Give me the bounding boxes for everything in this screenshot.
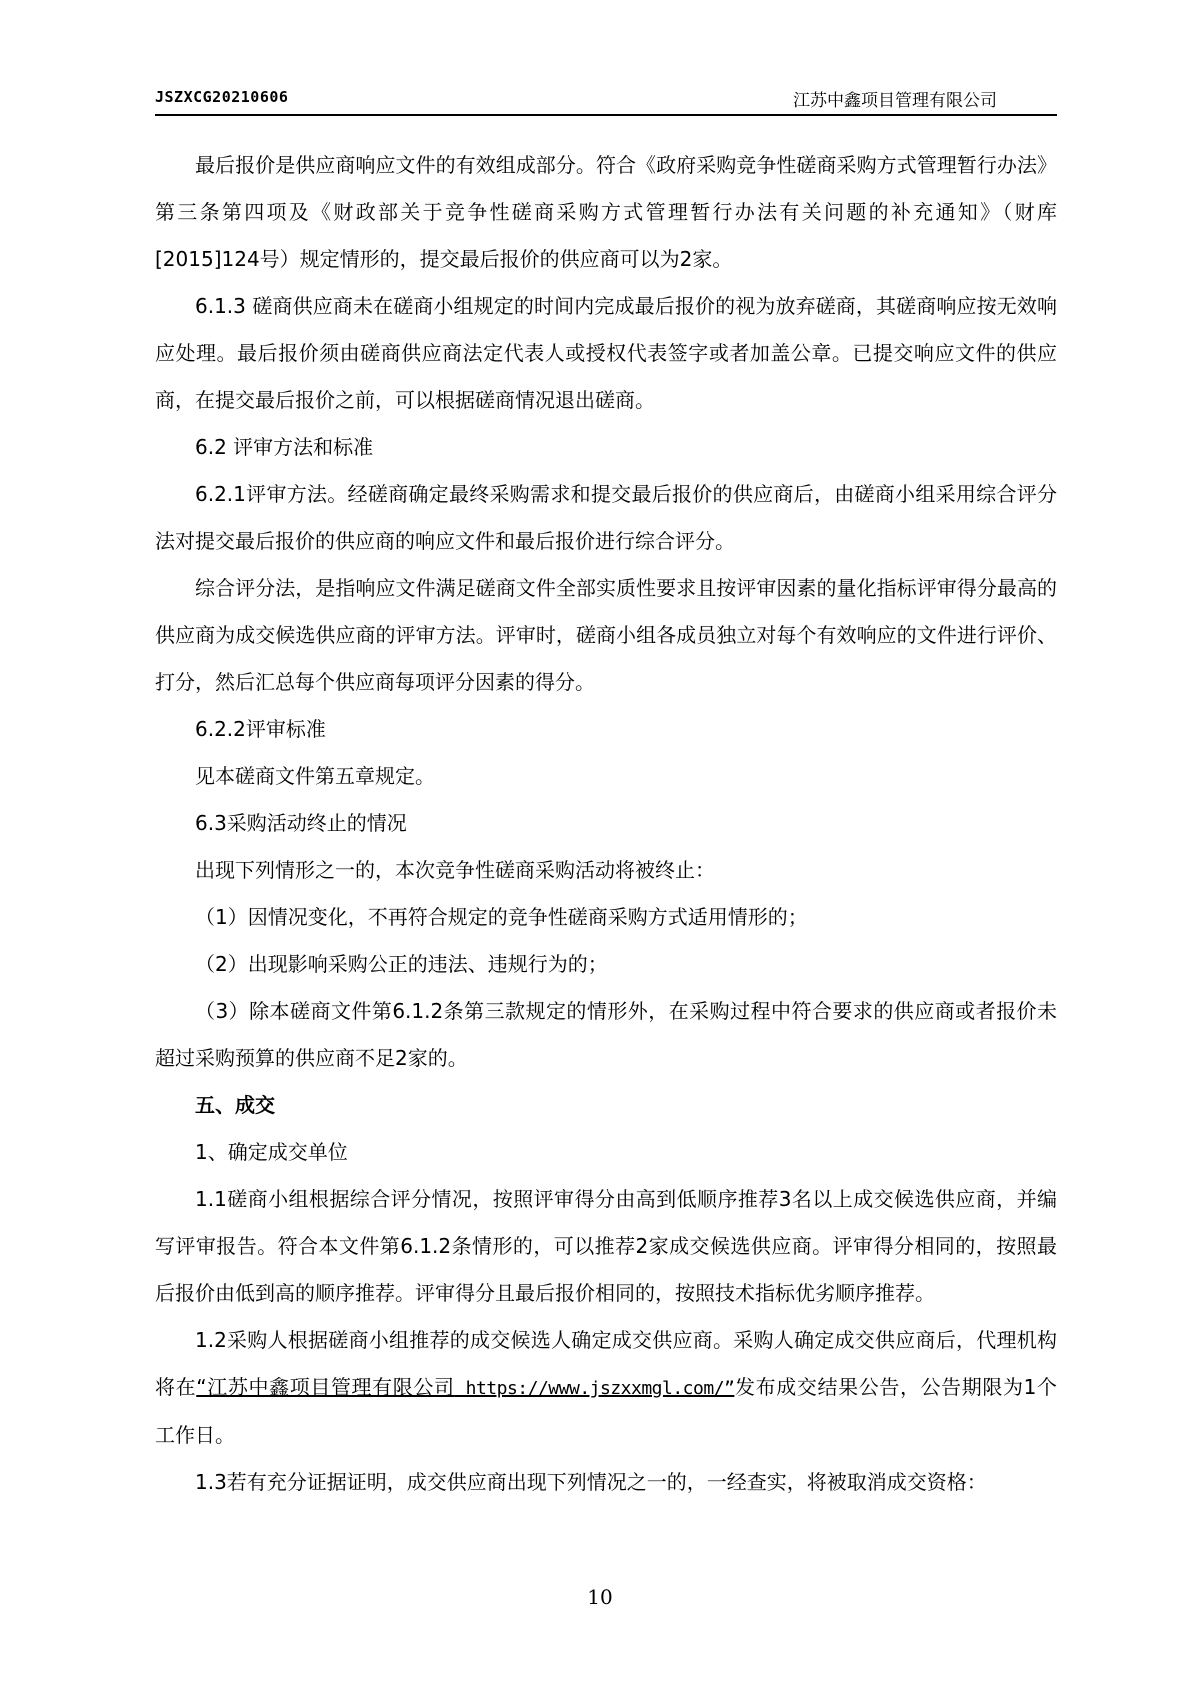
paragraph: 6.2.1评审方法。经磋商确定最终采购需求和提交最后报价的供应商后，由磋商小组采用综合评分法对提交最后报价的供应商的响应文件和最后报价进行综合评分。 (155, 482, 1057, 553)
section-heading: 6.2.2评审标准 (195, 717, 326, 741)
paragraph-text: 发布成交结果公告，公告期限为1个工作日。 (155, 1375, 1057, 1447)
website-link[interactable] (196, 1375, 734, 1399)
paragraph: 6.1.3 磋商供应商未在磋商小组规定的时间内完成最后报价的视为放弃磋商，其磋商响应按无效响应处理。最后报价须由磋商供应商法定代表人或授权代表签字或者加盖公章。已提交响应文件的供应商，在提交最后报价之前，可以根据磋商情况退出磋商。 (155, 294, 1057, 412)
list-item: （2）出现影响采购公正的违法、违规行为的； (195, 952, 608, 976)
section-heading: 6.3采购活动终止的情况 (195, 811, 407, 835)
list-item: （3）除本磋商文件第6.1.2条第三款规定的情形外，在采购过程中符合要求的供应商或者报价未超过采购预算的供应商不足2家的。 (155, 999, 1057, 1070)
document-body (155, 142, 1057, 1506)
paragraph: 最后报价是供应商响应文件的有效组成部分。符合《政府采购竞争性磋商采购方式管理暂行办法》第三条第四项及《财政部关于竞争性磋商采购方式管理暂行办法有关问题的补充通知》（财库[2015]124号）规定情形的，提交最后报价的供应商可以为2家。 (155, 153, 1057, 271)
paragraph (155, 1317, 1057, 1459)
paragraph-text: 1.2采购人根据磋商小组推荐的成交候选人确定成交供应商。采购人确定成交供应商后，代理机构将在 (155, 1328, 1057, 1399)
website-name: “江苏中鑫项目管理有限公司 (196, 1375, 455, 1399)
page-header (155, 86, 1057, 116)
paragraph: 见本磋商文件第五章规定。 (195, 764, 435, 788)
company-name: 江苏中鑫项目管理有限公司 (793, 91, 997, 111)
chapter-heading: 五、成交 (195, 1093, 275, 1117)
document-code: JSZXCG20210606 (155, 88, 289, 106)
paragraph: 1.3若有充分证据证明，成交供应商出现下列情况之一的，一经查实，将被取消成交资格： (195, 1470, 987, 1494)
website-url: https://www.jszxxmgl.com/” (454, 1378, 735, 1399)
section-heading: 6.2 评审方法和标准 (195, 435, 374, 459)
paragraph: 出现下列情形之一的，本次竞争性磋商采购活动将被终止： (195, 858, 715, 882)
paragraph: 1.1磋商小组根据综合评分情况，按照评审得分由高到低顺序推荐3名以上成交候选供应商，并编写评审报告。符合本文件第6.1.2条情形的，可以推荐2家成交候选供应商。评审得分相同的，按照最后报价由低到高的顺序推荐。评审得分且最后报价相同的，按照技术指标优劣顺序推荐。 (155, 1187, 1057, 1305)
list-item: （1）因情况变化，不再符合规定的竞争性磋商采购方式适用情形的； (195, 905, 808, 929)
page-number: 10 (587, 1585, 613, 1609)
section-heading: 1、确定成交单位 (195, 1140, 348, 1164)
paragraph: 综合评分法，是指响应文件满足磋商文件全部实质性要求且按评审因素的量化指标评审得分最高的供应商为成交候选供应商的评审方法。评审时，磋商小组各成员独立对每个有效响应的文件进行评价、打分，然后汇总每个供应商每项评分因素的得分。 (155, 576, 1057, 694)
